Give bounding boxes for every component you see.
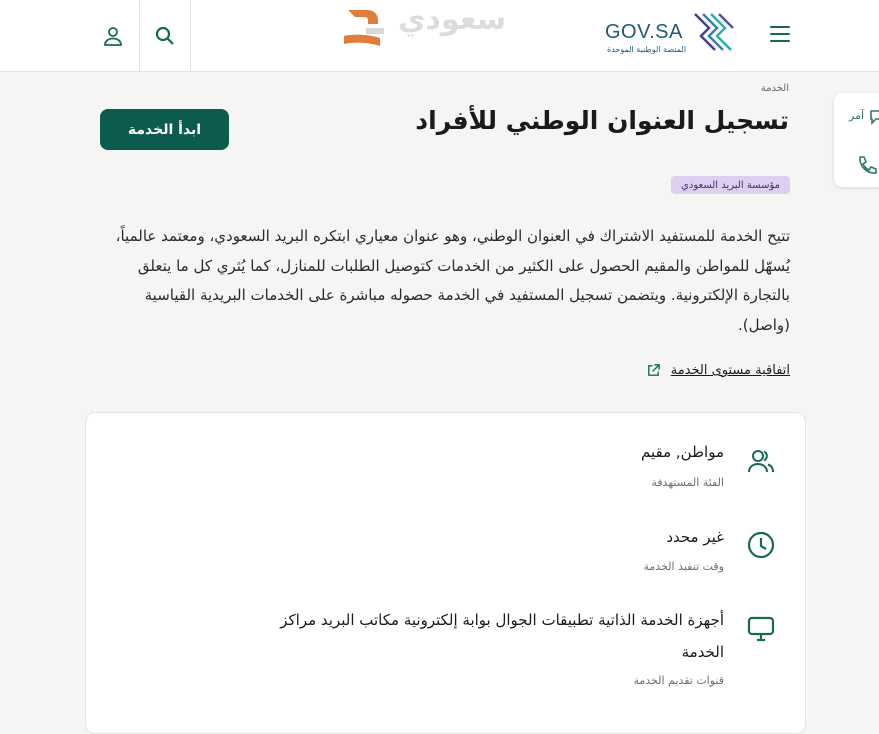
phone-icon[interactable] [854, 153, 879, 179]
gov-logo[interactable]: GOV.SA [605, 21, 683, 43]
floating-panel-label[interactable]: آمر [849, 109, 865, 122]
brand-logo[interactable] [342, 6, 402, 58]
sla-link[interactable] [646, 363, 790, 378]
start-service-button[interactable]: ابدأ الخدمة [100, 109, 229, 150]
top-header [0, 0, 879, 72]
hamburger-menu-line [770, 40, 790, 42]
service-details-card [85, 412, 806, 734]
agency-tag: مؤسسة البريد السعودي [671, 176, 790, 194]
floating-side-panel [834, 93, 879, 187]
user-icon [101, 24, 125, 48]
service-description: تتيح الخدمة للمستفيد الاشتراك في العنوان الوطني، وهو عنوان معياري ابتكره البريد السعودي، ومعتمد عالمياً، يُسهّل للمواطن والمقيم الحصول على الكثير من الخدمات كتوصيل الطلبات للمنازل، كما يُثري كل ما يتعلق بالتجارة الإلكترونية. ويتضمن تسجيل المستفيد في الخدمة حصوله مباشرة على الخدمات البريدية القياسية (واصل). [115, 227, 790, 334]
monitor-icon [745, 613, 777, 645]
menu-button[interactable] [766, 22, 794, 46]
gov-logo-subtitle: المنصة الوطنية الموحدة [607, 45, 687, 54]
users-icon [745, 445, 777, 477]
brand-logo-text: سعودي [398, 2, 507, 37]
service-channels-label: قنوات تقديم الخدمة [633, 674, 724, 687]
user-button[interactable] [88, 0, 138, 71]
chat-icon[interactable] [868, 107, 879, 127]
target-audience-label: الفئة المستهدفة [651, 476, 724, 489]
external-link-icon [646, 363, 661, 378]
brand-logo-icon [342, 6, 402, 54]
execution-time-value: غير محدد [666, 528, 724, 546]
execution-time-label: وقت تنفيذ الخدمة [643, 560, 724, 573]
service-channels-value: أجهزة الخدمة الذاتية تطبيقات الجوال بوابة إلكترونية مكاتب البريد مراكز الخدمة [280, 611, 724, 661]
search-icon [153, 24, 177, 48]
breadcrumb[interactable]: الخدمة [760, 83, 789, 94]
hamburger-menu-icon [770, 26, 790, 28]
clock-icon [745, 529, 777, 561]
target-audience-value: مواطن, مقيم [641, 443, 724, 461]
hamburger-menu-line [770, 33, 790, 35]
search-button[interactable] [139, 0, 191, 71]
sla-link-label[interactable]: اتفاقية مستوى الخدمة [670, 363, 790, 378]
page-title: تسجيل العنوان الوطني للأفراد [415, 106, 789, 135]
